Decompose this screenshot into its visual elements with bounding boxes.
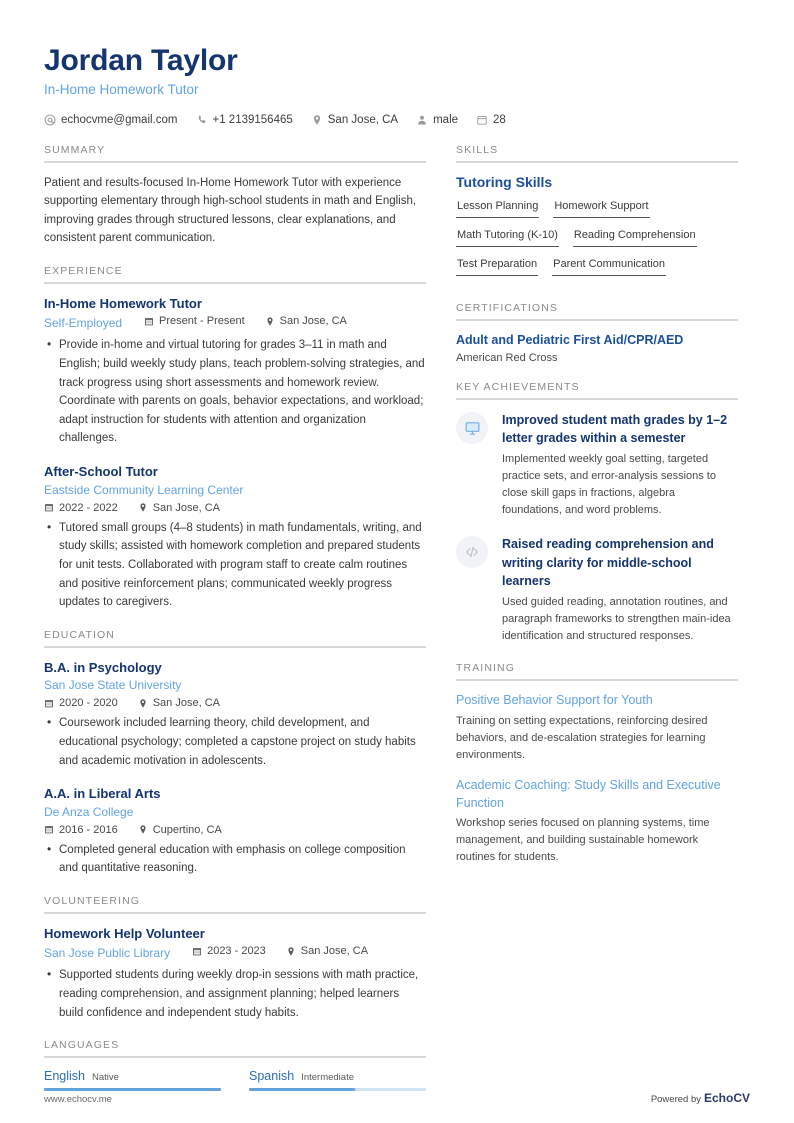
section-divider (44, 1056, 426, 1058)
entry-title: B.A. in Psychology (44, 659, 162, 675)
entry-organization: San Jose State University (44, 678, 182, 693)
skill-chip[interactable]: Math Tutoring (K-10) (456, 227, 559, 247)
entry-dates: Present - Present (144, 315, 245, 327)
location-icon (286, 946, 296, 957)
location-icon (138, 502, 148, 513)
achievement-description: Implemented weekly goal setting, targeted practice sets, and error-analysis sessions to close skill gaps in fractions, algebra foundations, and word problems. (502, 453, 716, 517)
calendar-icon (476, 114, 488, 126)
section-heading-experience: EXPERIENCE (44, 265, 123, 277)
resume-footer (44, 1091, 750, 1105)
section-key-achievements (456, 381, 738, 645)
skill-chip[interactable]: Parent Communication (552, 256, 666, 276)
resume-entry (44, 659, 426, 770)
section-summary (44, 144, 426, 249)
volunteering-list (44, 925, 426, 1022)
footer-website[interactable]: www.echocv.me (44, 1094, 112, 1105)
section-divider (44, 282, 426, 284)
section-certifications (456, 302, 738, 365)
entry-dates: 2022 - 2022 (44, 502, 118, 514)
skill-chip[interactable]: Homework Support (553, 198, 649, 218)
section-volunteering (44, 895, 426, 1022)
training-item (456, 777, 738, 867)
entry-title: A.A. in Liberal Arts (44, 786, 161, 802)
language-name: English (44, 1069, 85, 1084)
section-divider (456, 319, 738, 321)
entry-bullet: • Tutored small groups (4–8 students) in math fundamentals, writing, and study skills; assisted with homework completion and prepared students for unit tests. Collaborated with program staff to create calm routines and positive reinforcement plans; communicated weekly progress updates to caregivers. (57, 519, 426, 612)
entry-org-wrap (44, 481, 426, 499)
resume-columns (44, 144, 750, 1109)
entry-location: San Jose, CA (138, 502, 220, 514)
entry-dates: 2023 - 2023 (192, 945, 266, 957)
section-heading-volunteering: VOLUNTEERING (44, 894, 141, 907)
section-heading-summary: SUMMARY (44, 143, 106, 156)
resume-entry (44, 463, 426, 612)
contact-row (44, 114, 750, 126)
certifications-list (456, 332, 738, 365)
contact-email[interactable] (44, 114, 178, 126)
language-name: Spanish (249, 1069, 295, 1084)
contact-location (311, 114, 398, 126)
candidate-job-title: In-Home Homework Tutor (44, 81, 199, 97)
entry-location: Cupertino, CA (138, 824, 222, 836)
summary-text: Patient and results-focused In-Home Homework Tutor with experience supporting elementary through high-school students in math and English, improving grades through structured lessons, clear explanations, and consistent parent communication. (44, 176, 417, 245)
code-icon (456, 536, 488, 568)
skill-chip[interactable]: Lesson Planning (456, 198, 539, 218)
entry-bullet-list (44, 519, 426, 612)
footer-powered-by-label: Powered by (650, 1094, 701, 1105)
training-title[interactable]: Academic Coaching: Study Skills and Executive Function (456, 777, 721, 810)
achievement-title: Improved student math grades by 1–2 letter grades within a semester (502, 413, 728, 446)
section-training (456, 662, 738, 867)
candidate-name: Jordan Taylor (44, 44, 238, 77)
entry-organization: Eastside Community Learning Center (44, 482, 244, 497)
education-list (44, 659, 426, 878)
entry-bullet: • Coursework included learning theory, child development, and educational psychology; completed a capstone project on study habits and academic motivation in adolescents. (57, 714, 426, 770)
entry-title: In-Home Homework Tutor (44, 296, 202, 311)
entry-bullet: • Completed general education with emphasis on college composition and quantitative reasoning. (57, 841, 426, 878)
entry-bullet-list (44, 714, 426, 770)
entry-location: San Jose, CA (138, 697, 220, 709)
section-divider (456, 398, 738, 400)
contact-location-text: San Jose, CA (327, 113, 399, 126)
calendar-icon (44, 824, 54, 835)
certification-title: Adult and Pediatric First Aid/CPR/AED (456, 332, 684, 347)
language-item (44, 1069, 221, 1091)
entry-meta (44, 502, 426, 514)
training-description: Training on setting expectations, reinforcing desired behaviors, and de-escalation strategies for learning environments. (456, 714, 708, 761)
section-experience (44, 265, 426, 612)
section-divider (44, 161, 426, 163)
footer-brand-name: EchoCV (703, 1091, 750, 1105)
skills-group-title: Tutoring Skills (456, 173, 553, 190)
skill-chip[interactable]: Reading Comprehension (573, 227, 697, 247)
entry-location: San Jose, CA (265, 315, 347, 327)
section-education (44, 629, 426, 878)
left-column (44, 144, 426, 1109)
entry-title: Homework Help Volunteer (44, 925, 205, 941)
footer-brand (651, 1091, 750, 1105)
skill-chip[interactable]: Test Preparation (456, 256, 538, 276)
achievement-body (502, 535, 738, 645)
entry-meta (44, 945, 426, 962)
entry-title: After-School Tutor (44, 464, 158, 480)
entry-organization: San Jose Public Library (44, 945, 171, 960)
achievement-item (456, 411, 738, 519)
certification-item (456, 332, 738, 365)
contact-gender (416, 114, 458, 126)
section-heading-education: EDUCATION (44, 628, 115, 641)
entry-org-wrap (44, 803, 426, 821)
language-level: Native (92, 1072, 119, 1084)
email-icon (44, 114, 56, 126)
entry-bullet: • Provide in-home and virtual tutoring for grades 3–11 in math and English; build weekly study plans, teach problem-solving strategies, and track progress using short assessments and homework review. Coordinate with parents on goals, behavior expectations, and workload; adapt instruction for students with attention and organization challenges. (57, 336, 426, 448)
entry-meta (44, 315, 426, 332)
languages-list (44, 1069, 426, 1091)
achievements-list (456, 411, 738, 645)
achievement-body (502, 411, 738, 519)
calendar-icon (192, 946, 202, 957)
entry-bullet: • Supported students during weekly drop-in sessions with math practice, reading comprehension, and assignment planning; helped learners build confidence and independent study habits. (57, 966, 426, 1022)
phone-icon (196, 114, 208, 126)
person-icon (416, 114, 428, 126)
entry-meta (44, 697, 426, 709)
entry-bullet-list (44, 966, 426, 1022)
training-list (456, 692, 738, 867)
contact-phone-text: +1 2139156465 (212, 113, 293, 126)
calendar-icon (144, 316, 154, 327)
training-description: Workshop series focused on planning systems, time management, and building sustainable homework routines for students. (456, 817, 710, 864)
contact-age-text: 28 (493, 113, 506, 126)
entry-bullet-list (44, 841, 426, 878)
training-title[interactable]: Positive Behavior Support for Youth (456, 692, 653, 707)
section-skills (456, 144, 738, 285)
entry-dates: 2016 - 2016 (44, 824, 118, 836)
section-divider (44, 912, 426, 914)
location-icon (138, 698, 148, 709)
monitor-icon (456, 412, 488, 444)
calendar-icon (44, 698, 54, 709)
achievement-item (456, 535, 738, 645)
achievement-description: Used guided reading, annotation routines, and paragraph frameworks to strengthen main-idea identification and structured responses. (502, 595, 731, 642)
section-heading-languages: LANGUAGES (44, 1039, 120, 1052)
entry-dates: 2020 - 2020 (44, 697, 118, 709)
section-languages (44, 1039, 426, 1091)
entry-location: San Jose, CA (286, 945, 368, 957)
entry-org-wrap (44, 676, 426, 694)
entry-organization: De Anza College (44, 804, 134, 819)
calendar-icon (44, 502, 54, 513)
section-heading-certifications: CERTIFICATIONS (456, 301, 558, 314)
certification-issuer: American Red Cross (456, 352, 558, 364)
section-heading-training: TRAINING (456, 661, 515, 674)
entry-organization: Self-Employed (44, 315, 123, 330)
experience-list (44, 295, 426, 612)
contact-gender-text: male (433, 113, 459, 126)
contact-phone[interactable] (196, 114, 293, 126)
resume-header (44, 44, 750, 126)
contact-age (476, 114, 506, 126)
language-label (44, 1069, 221, 1083)
location-icon (265, 316, 275, 327)
section-divider (44, 646, 426, 648)
training-item (456, 692, 738, 764)
language-item (249, 1069, 426, 1091)
right-column (456, 144, 738, 884)
skills-chip-list (456, 198, 738, 285)
resume-entry (44, 295, 426, 448)
contact-email-text: echocvme@gmail.com (61, 113, 178, 126)
section-divider (456, 161, 738, 163)
resume-entry (44, 925, 426, 1022)
entry-meta (44, 824, 426, 836)
location-icon (138, 824, 148, 835)
language-label (249, 1069, 426, 1083)
entry-bullet-list (44, 336, 426, 448)
section-heading-key-achievements: KEY ACHIEVEMENTS (456, 381, 580, 393)
achievement-title: Raised reading comprehension and writing clarity for middle-school learners (502, 537, 714, 588)
resume-entry (44, 785, 426, 878)
section-heading-skills: SKILLS (456, 143, 499, 156)
language-level: Intermediate (301, 1072, 354, 1084)
section-divider (456, 679, 738, 681)
location-icon (311, 114, 323, 126)
